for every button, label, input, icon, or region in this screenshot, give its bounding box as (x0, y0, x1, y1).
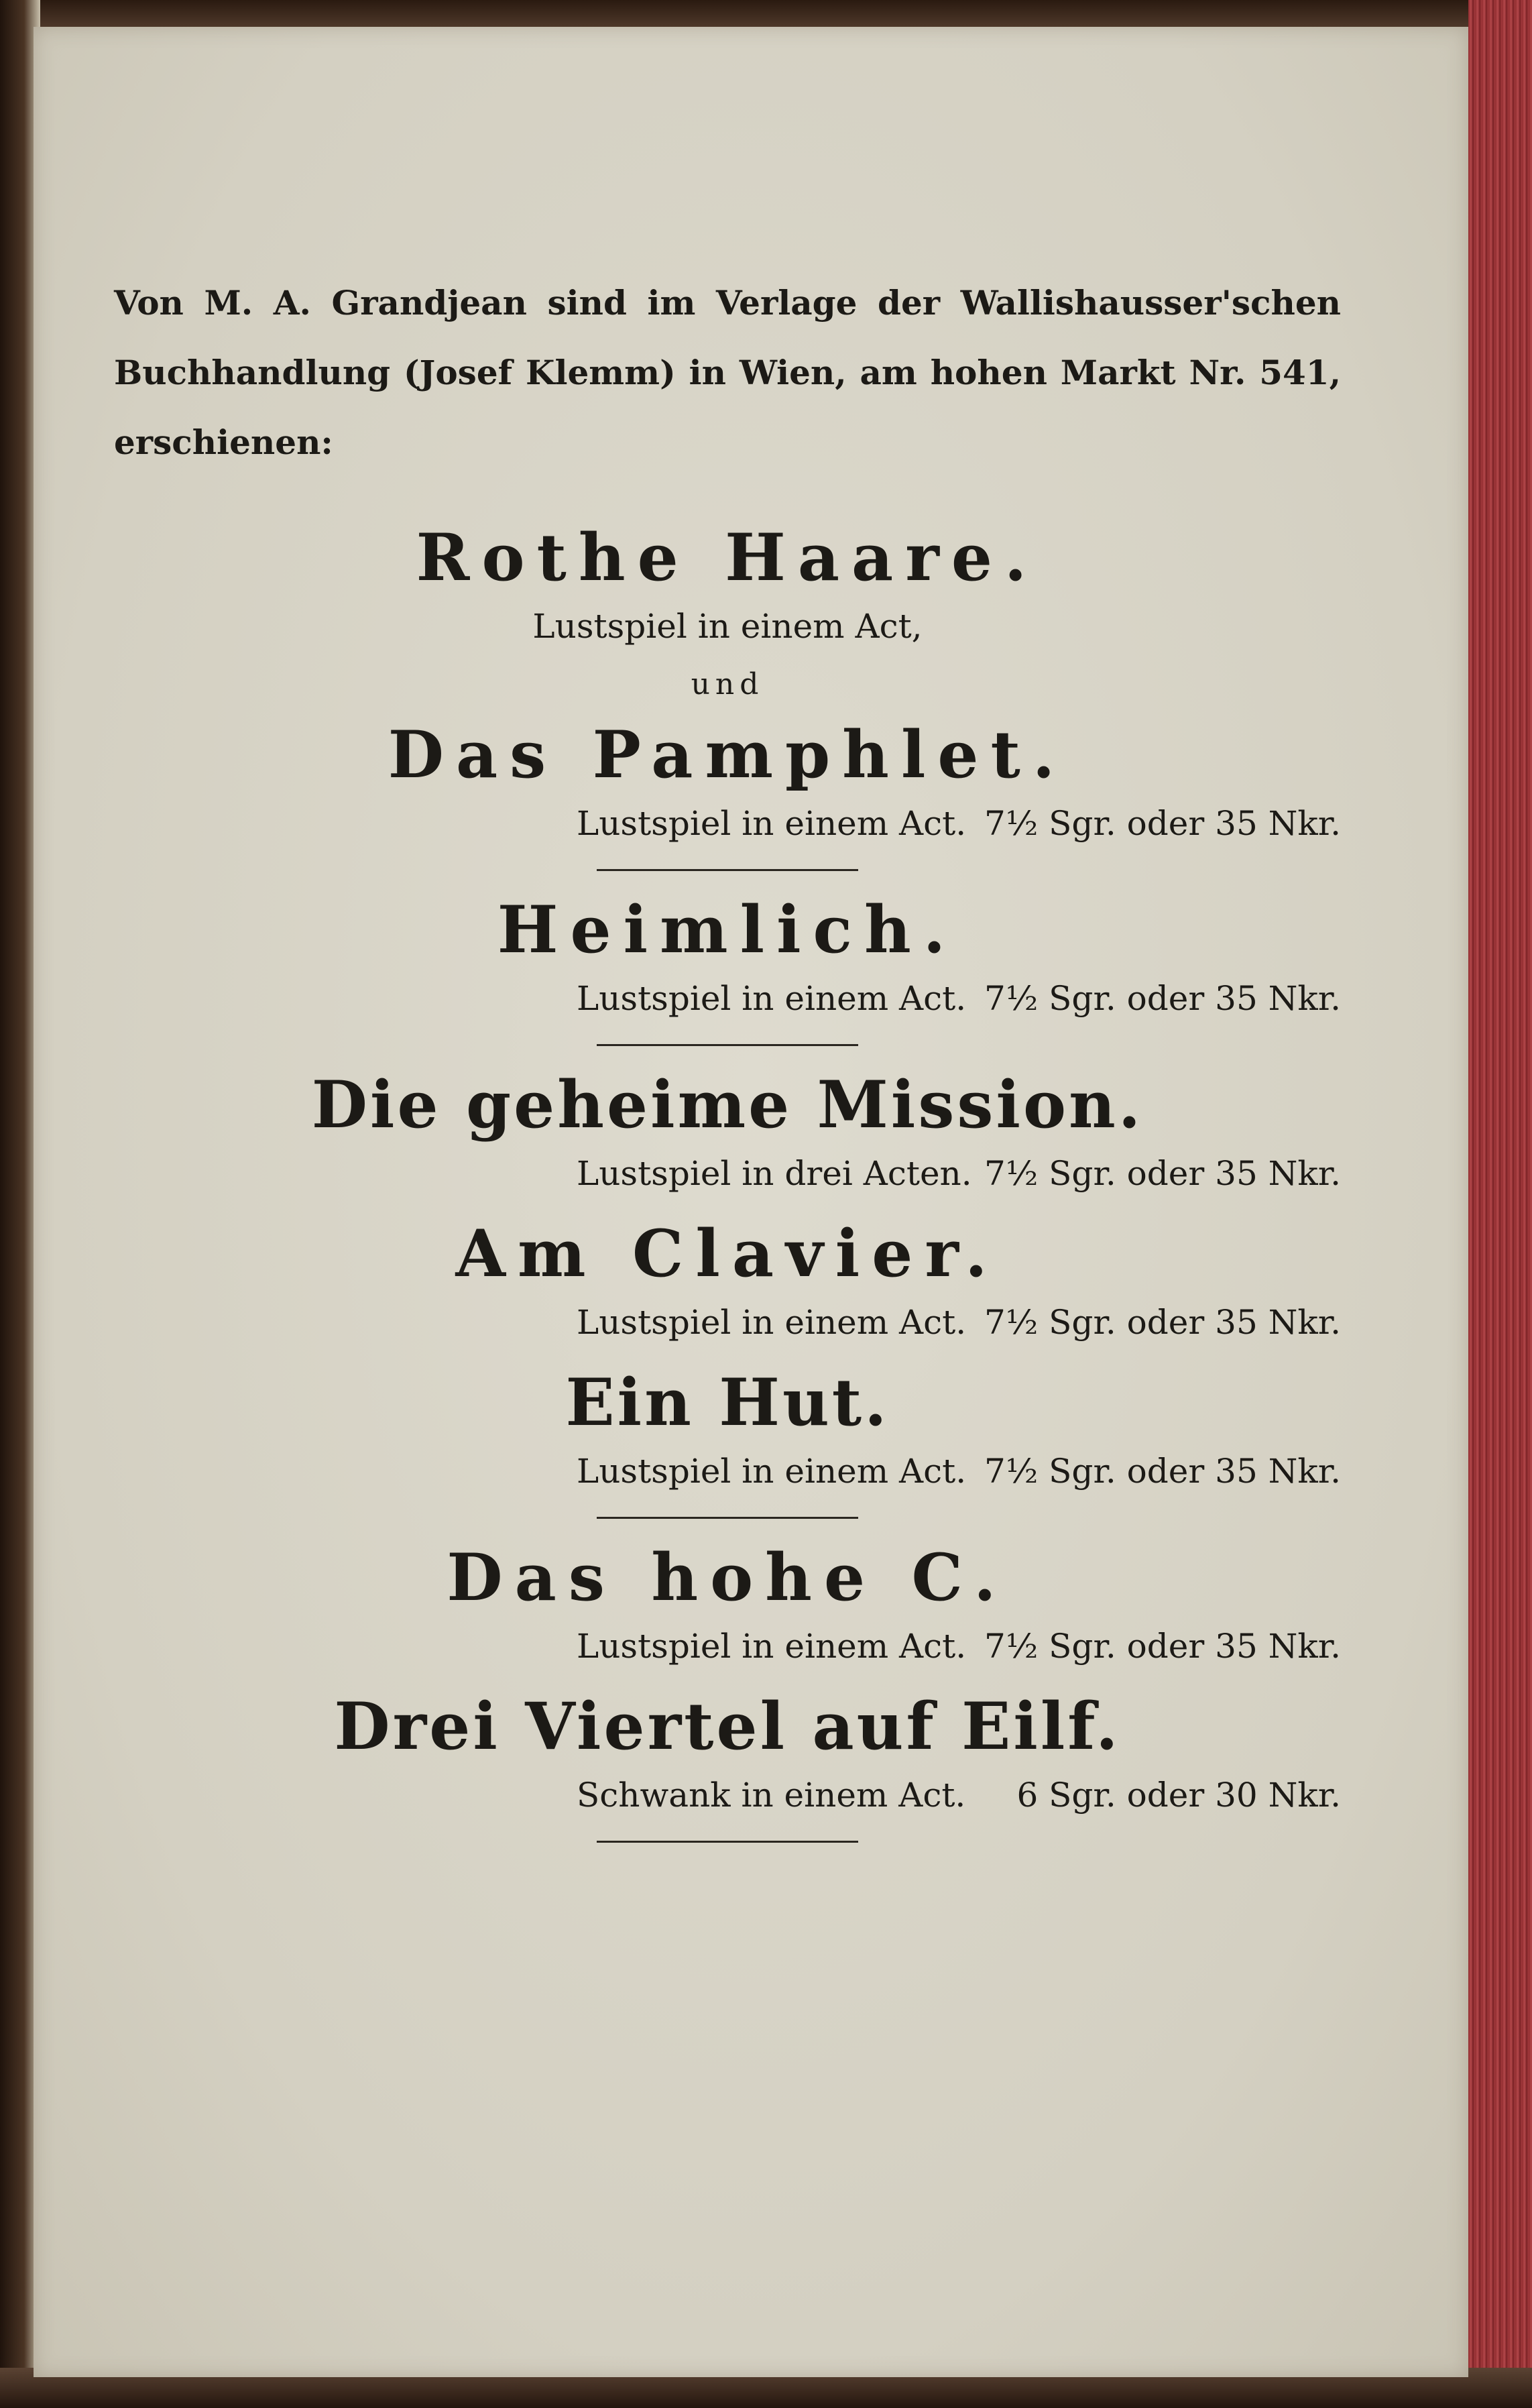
play-genre: Lustspiel in einem Act. (577, 1627, 967, 1666)
entry-am-clavier (114, 1214, 1341, 1351)
play-genre: Lustspiel in einem Act. (577, 979, 967, 1018)
play-genre: Schwank in einem Act. (577, 1776, 966, 1815)
entry-rothe-haare (114, 518, 1341, 654)
play-price: 6 Sgr. oder 30 Nkr. (1016, 1776, 1341, 1815)
entry-das-pamphlet (114, 715, 1341, 852)
entry-drei-viertel-auf-eilf (114, 1686, 1341, 1823)
divider-rule (597, 869, 858, 871)
entry-das-hohe-c (114, 1538, 1341, 1674)
play-genre: Lustspiel in einem Act. (577, 1452, 967, 1491)
play-genre: Lustspiel in einem Act, (532, 607, 923, 646)
play-title: Heimlich. (497, 892, 958, 968)
play-price: 7½ Sgr. oder 35 Nkr. (984, 979, 1341, 1018)
divider-rule (597, 1044, 858, 1046)
play-genre: Lustspiel in einem Act. (577, 804, 967, 843)
play-genre: Lustspiel in einem Act. (577, 1303, 967, 1342)
play-title: Rothe Haare. (416, 520, 1039, 595)
entry-die-geheime-mission (114, 1065, 1341, 1202)
play-price: 7½ Sgr. oder 35 Nkr. (984, 1452, 1341, 1491)
play-price: 7½ Sgr. oder 35 Nkr. (984, 804, 1341, 843)
entry-ein-hut (114, 1363, 1341, 1499)
book-page-edges-right (1468, 0, 1532, 2408)
connector-und: und (691, 667, 764, 701)
play-title: Die geheime Mission. (311, 1067, 1144, 1143)
play-title: Das hohe C. (447, 1540, 1008, 1615)
play-price: 7½ Sgr. oder 35 Nkr. (984, 1154, 1341, 1193)
page-content (114, 268, 1341, 1861)
divider-rule (597, 1517, 858, 1519)
play-genre: Lustspiel in drei Acten. (577, 1154, 972, 1193)
divider-rule (597, 1841, 858, 1843)
publisher-intro: Von M. A. Grandjean sind im Verlage der Wallishausser'schen Buchhandlung (Josef Klemm) in Wien, am hohen Markt Nr. 541, erschienen: (114, 283, 1341, 462)
play-title: Ein Hut. (565, 1365, 890, 1440)
play-title: Drei Viertel auf Eilf. (334, 1688, 1121, 1764)
play-title: Am Clavier. (455, 1216, 1000, 1292)
book-page (34, 27, 1468, 2377)
entry-heimlich (114, 890, 1341, 1027)
play-price: 7½ Sgr. oder 35 Nkr. (984, 1303, 1341, 1342)
play-title: Das Pamphlet. (388, 717, 1067, 793)
play-price: 7½ Sgr. oder 35 Nkr. (984, 1627, 1341, 1666)
